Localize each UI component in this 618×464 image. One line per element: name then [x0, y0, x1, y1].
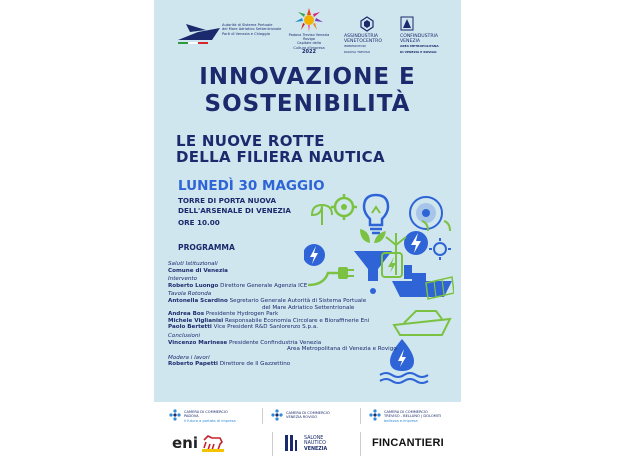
cciaa-padova-logo: [184, 410, 236, 423]
cciaa-venezia-icon: [270, 408, 284, 422]
program-row-bos: [168, 311, 453, 318]
speaker-role: Segretario Generale Autorità di Sistema Portuale: [229, 297, 367, 304]
ship-bow-icon: [176, 18, 220, 50]
cciaa-padova-line-2: PADOVA: [184, 414, 199, 419]
confindustria-logo: [400, 16, 455, 52]
program-row-marinese: [168, 340, 453, 347]
six-legged-dog-icon: [202, 434, 224, 452]
program-section-saluti: Saluti Istituzionali: [168, 261, 218, 267]
adsp-line-1: Autorità di Sistema Portuale: [222, 23, 273, 27]
speaker-name: Vincenzo Marinese: [168, 339, 228, 346]
cciaa-treviso-tagline: bellezza e impresa: [384, 418, 418, 423]
speaker-name: Antonella Scardino: [168, 297, 228, 304]
gear-icon: [331, 194, 357, 220]
speaker-role: Presidente Hydrogen Park: [205, 311, 279, 318]
title-line-2: SOSTENIBILITÀ: [204, 91, 411, 117]
speaker-name: Roberto Luongo: [168, 282, 219, 289]
salone-line-2: NAUTICO: [304, 441, 326, 447]
event-time: ORE 10.00: [178, 218, 220, 227]
port-authority-logo: [176, 18, 281, 50]
festival-flower-icon: [287, 6, 331, 34]
cciaa-padova-line-1: CAMERA DI COMMERCIO: [184, 410, 228, 414]
footer-divider: [360, 408, 361, 424]
event-poster: [154, 0, 461, 464]
confindustria-line-2: VENEZIA: [400, 39, 421, 45]
program-list: [168, 261, 453, 368]
salone-line-3: VENEZIA: [304, 446, 328, 452]
waves-icon: [380, 373, 428, 383]
venue-line-2: DELL'ARSENALE DI VENEZIA: [178, 205, 291, 215]
assindustria-line-3: IMPRENDITORI: [344, 44, 366, 49]
program-row-viglianisi: [168, 318, 453, 325]
title-line-1: INNOVAZIONE E: [199, 64, 416, 90]
fincantieri-logo: [372, 437, 444, 449]
program-section-conclusioni: Conclusioni: [168, 332, 201, 339]
cciaa-treviso-line-1: CAMERA DI COMMERCIO: [384, 410, 428, 414]
energy-bolt-icon: [404, 231, 428, 255]
footer-divider: [360, 432, 361, 456]
program-row-marinese-2: Area Metropolitana di Venezia e Rovigo: [287, 346, 397, 353]
cciaa-padova-icon: [168, 408, 182, 422]
venue-line-1: TORRE DI PORTA NUOVA: [178, 196, 277, 205]
footer-divider: [272, 432, 273, 456]
light-bulb-icon: [364, 195, 388, 233]
program-row-scardino: [168, 298, 453, 305]
event-date: LUNEDÌ 30 MAGGIO: [178, 178, 325, 194]
assindustria-line-1: ASSINDUSTRIA: [344, 34, 379, 39]
festival-year: 2022: [302, 48, 316, 55]
cciaa-venezia-line-1: CAMERA DI COMMERCIO: [286, 411, 330, 415]
confindustria-line-1: CONFINDUSTRIA: [400, 34, 439, 39]
sun-icon: [429, 238, 451, 260]
speaker-role: Presidente Confindustria Venezia: [228, 339, 322, 346]
festival-line-1: Padova Treviso Venezia Rovigo: [288, 33, 330, 42]
sprout-icon: [312, 205, 332, 225]
assindustria-logo: [344, 16, 394, 52]
confindustria-emblem-icon: [400, 16, 414, 32]
confindustria-sub-1: AREA METROPOLITANA: [400, 44, 439, 49]
salone-line-1: SALONE: [304, 436, 324, 441]
speaker-name: Paolo Bertetti: [168, 324, 212, 331]
festival-line-3: Cultura d'Impresa: [293, 45, 325, 50]
subtitle-line-1: LE NUOVE ROTTE: [176, 132, 325, 150]
speaker-role: Vice President R&D Sanlorenzo S.p.a.: [213, 324, 319, 331]
subtitle-line-2: DELLA FILIERA NAUTICA: [176, 148, 385, 166]
salone-nautico-logo: [304, 436, 327, 452]
cciaa-venezia-line-2: VENEZIA ROVIGO: [286, 415, 318, 420]
speaker-name: Andrea Bos: [168, 311, 205, 318]
cciaa-treviso-line-2: TREVISO - BELLUNO | DOLOMITI: [384, 414, 442, 419]
festival-line-2: Capitale della: [296, 41, 321, 46]
program-section-tavola: Tavola Rotonda: [168, 291, 212, 298]
event-venue: [178, 196, 291, 228]
speaker-name: Michele Viglianisi: [168, 317, 224, 324]
adsp-line-2: del Mare Adriatico Settentrionale: [222, 27, 282, 32]
program-row-bertetti: [168, 324, 453, 331]
assindustria-line-2: VENETOCENTRO: [344, 39, 382, 45]
culture-capital-logo: [287, 6, 331, 56]
speaker-role: Direttore de Il Gazzettino: [219, 361, 291, 368]
program-section-intervento: Intervento: [168, 276, 198, 283]
speaker-role: Direttore Generale Agenzia ICE: [220, 282, 308, 289]
salone-nautico-icon: [284, 434, 298, 452]
program-row-luongo: [168, 283, 453, 290]
assindustria-line-4: PADOVA TREVISO: [344, 49, 371, 54]
confindustria-sub-2: DI VENEZIA E ROVIGO: [400, 49, 437, 54]
cciaa-venezia-logo: [286, 411, 330, 420]
speaker-role: Responsabile Economia Circolare e Bioraffinerie Eni: [224, 317, 370, 324]
cciaa-treviso-logo: [384, 410, 441, 423]
program-row-scardino-2: del Mare Adriatico Settentrionale: [262, 304, 355, 311]
cciaa-treviso-icon: [368, 408, 382, 422]
poster-blue-panel: [154, 0, 461, 402]
eni-logo: [172, 434, 198, 452]
eni-wordmark: eni: [172, 434, 198, 452]
assindustria-emblem-icon: [360, 16, 374, 32]
fincantieri-wordmark: FINCANTIERI: [372, 437, 444, 449]
program-comune: Comune di Venezia: [168, 267, 228, 274]
speaker-name: Roberto Papetti: [168, 361, 218, 368]
program-row-papetti: [168, 361, 453, 368]
program-section-modera: Modera i lavori: [168, 354, 210, 361]
program-heading: PROGRAMMA: [178, 243, 235, 252]
cciaa-padova-tagline: il futuro a portata di impresa: [184, 418, 236, 423]
adsp-line-3: Porti di Venezia e Chioggia: [222, 31, 270, 36]
footer-divider: [262, 408, 263, 424]
